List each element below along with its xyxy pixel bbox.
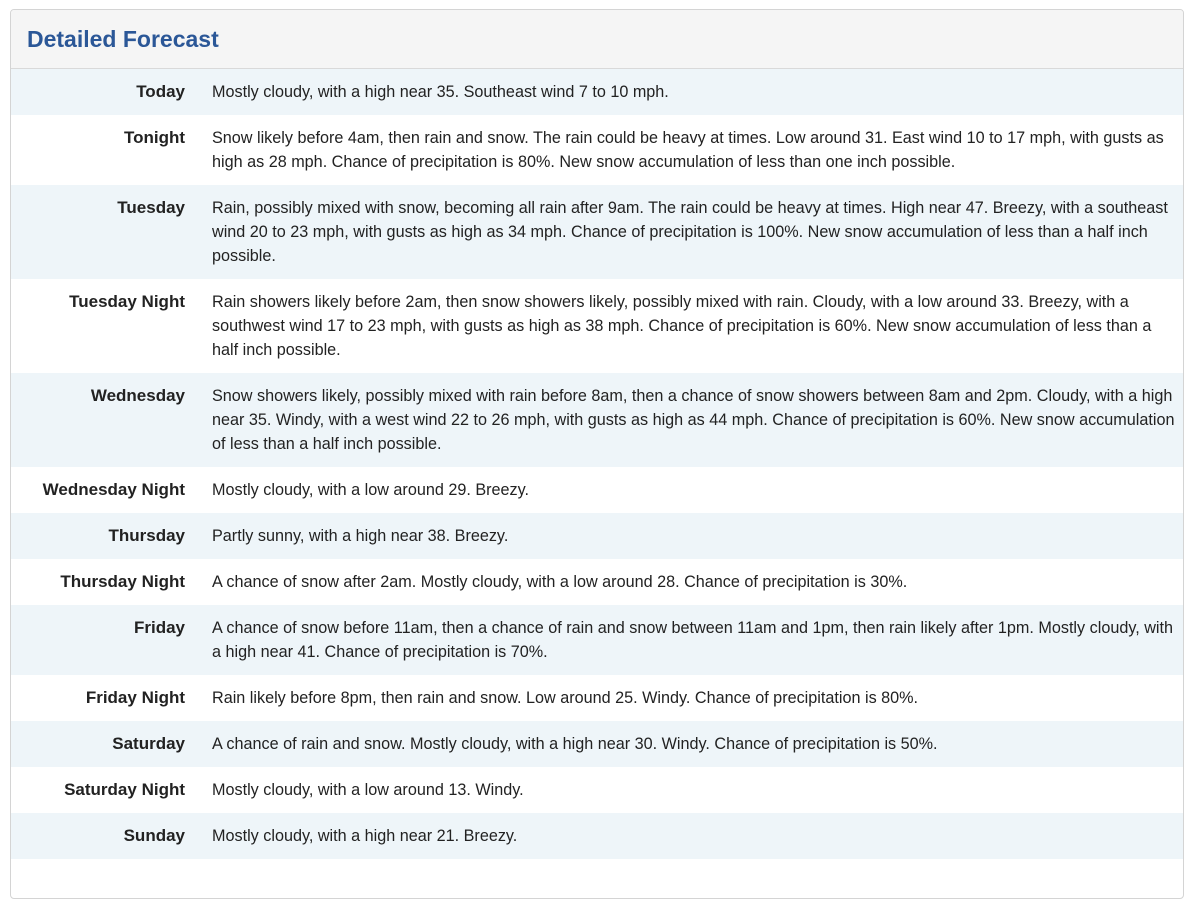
forecast-row-wednesday-night [11,467,1183,513]
panel-heading [11,10,1183,69]
forecast-text: A chance of snow after 2am. Mostly cloudy, with a low around 28. Chance of precipitation is 30%. [212,573,908,591]
forecast-row-wednesday [11,373,1183,467]
forecast-label: Saturday [112,734,185,753]
forecast-row-thursday [11,513,1183,559]
forecast-label: Friday [133,618,185,637]
forecast-label: Thursday [108,526,185,545]
forecast-label: Tuesday [117,198,185,217]
panel-title: Detailed Forecast [27,25,219,52]
forecast-text: Mostly cloudy, with a high near 21. Breezy. [212,827,518,845]
detailed-forecast-panel [10,9,1184,899]
forecast-row-thursday-night [11,559,1183,605]
forecast-row-tonight [11,115,1183,185]
forecast-row-today [11,69,1183,115]
forecast-row-friday [11,605,1183,675]
forecast-text: Partly sunny, with a high near 38. Breezy. [212,527,509,545]
forecast-row-sunday [11,813,1183,859]
forecast-label: Thursday Night [60,572,185,591]
forecast-label: Friday Night [85,688,185,707]
forecast-text: Mostly cloudy, with a low around 29. Breezy. [212,481,529,499]
forecast-label: Wednesday Night [42,480,185,499]
forecast-label: Saturday Night [64,780,185,799]
forecast-row-saturday [11,721,1183,767]
forecast-text: Mostly cloudy, with a high near 35. Southeast wind 7 to 10 mph. [212,83,669,101]
forecast-label: Today [136,82,185,101]
forecast-row-tuesday-night [11,279,1183,373]
forecast-row-tuesday [11,185,1183,279]
forecast-row-friday-night [11,675,1183,721]
forecast-text: Rain showers likely before 2am, then snow showers likely, possibly mixed with rain. Cloudy, with a low around 33. Breezy, with a southwest wind 17 to 23 mph, with gusts as high as 38 mph. Chance of precipitation is 60%. New snow accumulation of less than a half inch possible. [212,293,1152,359]
forecast-text: Snow likely before 4am, then rain and snow. The rain could be heavy at times. Low around 31. East wind 10 to 17 mph, with gusts as high as 28 mph. Chance of precipitation is 80%. New snow accumulation of less than one inch possible. [212,129,1164,171]
forecast-label: Sunday [123,826,185,845]
forecast-list [11,69,1183,859]
forecast-label: Tonight [123,128,185,147]
forecast-text: A chance of rain and snow. Mostly cloudy, with a high near 30. Windy. Chance of precipitation is 50%. [212,735,938,753]
forecast-text: A chance of snow before 11am, then a chance of rain and snow between 11am and 1pm, then rain likely after 1pm. Mostly cloudy, with a high near 41. Chance of precipitation is 70%. [212,619,1173,661]
forecast-text: Snow showers likely, possibly mixed with rain before 8am, then a chance of snow showers between 8am and 2pm. Cloudy, with a high near 35. Windy, with a west wind 22 to 26 mph, with gusts as high as 44 mph. Chance of precipitation is 60%. New snow accumulation of less than a half inch possible. [212,387,1175,453]
forecast-label: Tuesday Night [69,292,185,311]
forecast-text: Rain, possibly mixed with snow, becoming all rain after 9am. The rain could be heavy at times. High near 47. Breezy, with a southeast wind 20 to 23 mph, with gusts as high as 34 mph. Chance of precipitation is 100%. New snow accumulation of less than a half inch possible. [212,199,1168,265]
forecast-label: Wednesday [90,386,185,405]
forecast-text: Mostly cloudy, with a low around 13. Windy. [212,781,524,799]
forecast-row-saturday-night [11,767,1183,813]
forecast-text: Rain likely before 8pm, then rain and snow. Low around 25. Windy. Chance of precipitation is 80%. [212,689,919,707]
